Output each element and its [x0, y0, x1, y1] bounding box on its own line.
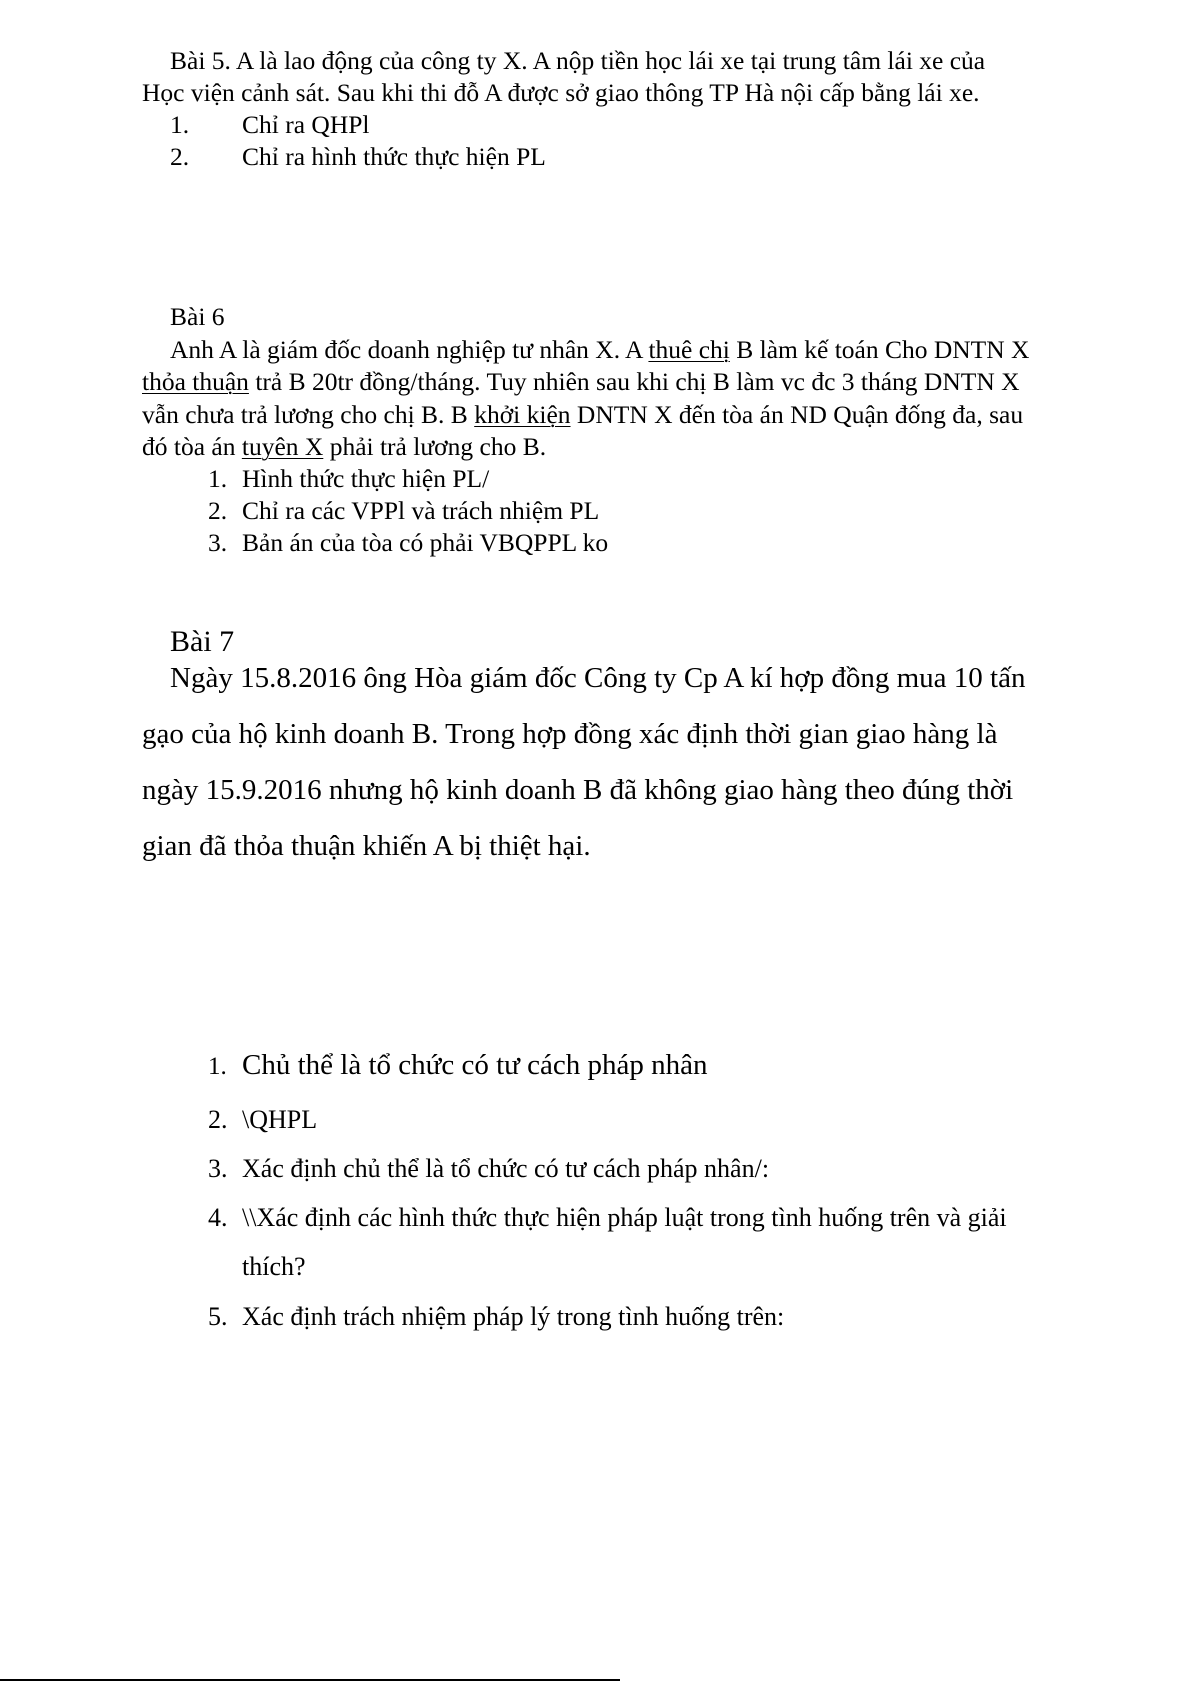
list-number: 3. [208, 1154, 228, 1183]
bai5-line-2: Học viện cảnh sát. Sau khi thi đỗ A được sở giao thông TP Hà nội cấp bằng lái xe. [142, 78, 980, 107]
list-text: Chỉ ra QHPl [242, 110, 370, 139]
bai7-title: Bài 7 [170, 625, 235, 658]
list-text: \\Xác định các hình thức thực hiện pháp luật trong tình huống trên và giải [242, 1203, 1007, 1232]
list-number: 2. [208, 1105, 228, 1134]
bai5-line-1: Bài 5. A là lao động của công ty X. A nộp tiền học lái xe tại trung tâm lái xe của [170, 46, 986, 75]
text-run: phải trả lương cho B. [323, 432, 547, 461]
list-item [208, 1045, 708, 1087]
list-number: 1. [208, 1053, 227, 1080]
list-number: 4. [208, 1203, 228, 1232]
list-item [208, 1098, 318, 1142]
underlined-text: thỏa thuận [142, 367, 249, 396]
list-text: Xác định trách nhiệm pháp lý trong tình huống trên: [242, 1302, 785, 1331]
text-run: vẫn chưa trả lương cho chị B. B [142, 400, 475, 429]
list-number: 3. [208, 528, 228, 557]
bai6-title: Bài 6 [170, 302, 225, 331]
bai6-line-3 [142, 398, 1023, 431]
list-text: Hình thức thực hiện PL/ [242, 464, 490, 493]
bai7-line-1: Ngày 15.8.2016 ông Hòa giám đốc Công ty Cp A kí hợp đồng mua 10 tấn [170, 662, 1026, 694]
bai7-line-4: gian đã thỏa thuận khiến A bị thiệt hại. [142, 830, 591, 862]
list-item [170, 140, 546, 173]
list-item [208, 494, 600, 527]
text-run: DNTN X đến tòa án ND Quận đống đa, sau [570, 400, 1024, 429]
underlined-text: thuê chị [648, 335, 730, 364]
list-text: Xác định chủ thể là tổ chức có tư cách pháp nhân/: [242, 1154, 770, 1183]
list-item [170, 108, 370, 141]
bai6-line-2 [142, 365, 1020, 398]
underlined-text: khởi kiện [474, 400, 571, 429]
bottom-divider [0, 1679, 620, 1681]
list-item [208, 1147, 770, 1191]
list-number: 5. [208, 1302, 228, 1331]
list-text: \QHPL [242, 1105, 318, 1134]
bai6-line-4 [142, 430, 546, 463]
list-item [208, 526, 609, 559]
bai7-line-2: gạo của hộ kinh doanh B. Trong hợp đồng xác định thời gian giao hàng là [142, 718, 998, 750]
bai7-line-3: ngày 15.9.2016 nhưng hộ kinh doanh B đã không giao hàng theo đúng thời [142, 774, 1014, 806]
list-number: 1. [208, 464, 228, 493]
list-number: 2. [208, 496, 228, 525]
list-number: 1. [170, 110, 190, 139]
list-text: Chỉ ra các VPPl và trách nhiệm PL [242, 496, 600, 525]
text-run: B làm kế toán Cho DNTN X [729, 335, 1030, 364]
text-run: trả B 20tr đồng/tháng. Tuy nhiên sau khi chị B làm vc đc 3 tháng DNTN X [248, 367, 1020, 396]
underlined-text: tuyên X [241, 432, 324, 461]
list-text-continued: thích? [242, 1252, 306, 1281]
list-item [208, 1295, 785, 1339]
list-text: Chủ thể là tổ chức có tư cách pháp nhân [242, 1049, 708, 1081]
text-run: đó tòa án [142, 432, 242, 461]
list-text: Bản án của tòa có phải VBQPPL ko [242, 528, 609, 557]
list-item [208, 1196, 1007, 1281]
list-item [208, 462, 490, 495]
text-run: Anh A là giám đốc doanh nghiệp tư nhân X. A [170, 335, 649, 364]
list-text: Chỉ ra hình thức thực hiện PL [242, 142, 546, 171]
list-number: 2. [170, 142, 190, 171]
bai6-line-1 [170, 333, 1029, 366]
